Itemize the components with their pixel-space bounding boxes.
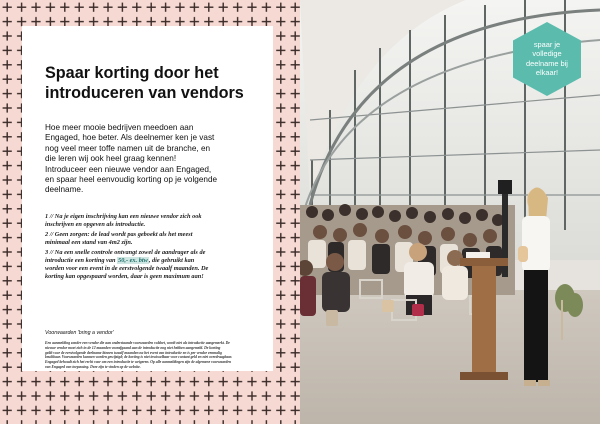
intro-line: deelname. bbox=[45, 185, 84, 195]
step-2 bbox=[45, 231, 273, 247]
badge-line: elkaar! bbox=[535, 68, 559, 78]
terms-text bbox=[45, 341, 273, 370]
step-text: 1 // Na je eigen inschrijving kan een nieuwe vendor zich ook bbox=[45, 213, 202, 220]
intro-paragraph bbox=[45, 123, 273, 196]
step-text: korting kan opgespaard worden, daar is geen maximum aan! bbox=[45, 273, 204, 281]
badge-line: spaar je bbox=[533, 40, 561, 49]
title-line-2: introduceren van vendors bbox=[45, 84, 244, 102]
step-text: 3 // Na een snelle controle ontvangt zowel de aandrager als de bbox=[45, 248, 206, 256]
intro-line: en spaar heel eenvoudig korting op je volgende bbox=[45, 175, 218, 185]
step-3 bbox=[45, 249, 273, 282]
intro-line: nog veel meer toffe namen uit de branche, en bbox=[45, 143, 211, 153]
intro-line: Introduceer een nieuwe vendor aan Engaged, bbox=[45, 164, 212, 174]
badge-text bbox=[513, 40, 581, 78]
title-line-1: Spaar korting door het bbox=[45, 64, 219, 82]
terms-line: van Engaged van toepassing. Deze zijn te vinden op de website. bbox=[45, 364, 141, 369]
intro-line: die leren wij ook heel graag kennen! bbox=[45, 154, 177, 164]
terms-line: Een aanmelding zonder een vendor die aan onderstaande voorwaarden voldoet, wordt niet als introductie aangemerkt. De bbox=[45, 341, 230, 345]
step-text: worden voor een event in de eerstvolgende twaalf maanden. De bbox=[45, 265, 209, 273]
terms-heading: Voorwaarden 'bring a vendor' bbox=[45, 330, 114, 336]
badge-line: volledige bbox=[532, 49, 562, 59]
terms-line: Engaged behoudt zich het recht voor om een introductie te weigeren. Op alle aanmeldingen zijn de algemene voorwaarden bbox=[45, 360, 232, 365]
step-text: 2 // Geen zorgen: de lead wordt pas geboekt als het meest bbox=[45, 230, 193, 238]
step-text: , die gebruikt kan bbox=[148, 257, 195, 265]
steps-list bbox=[45, 213, 273, 283]
page-title bbox=[45, 63, 275, 103]
step-1 bbox=[45, 213, 273, 229]
terms-line: bruikbaar. Voorwaarden kunnen worden gewijzigd; de korting is niet inwisselbaar voor contant geld en niet overdraagbaar. bbox=[45, 355, 233, 360]
step-text: minimaal een stand van 4m2 zijn. bbox=[45, 239, 133, 247]
badge-line: deelname bij bbox=[526, 58, 568, 68]
intro-line: Hoe meer mooie bedrijven meedoen aan bbox=[45, 123, 194, 132]
terms-line: nieuwe vendor moet zich in de 12 maanden voorafgaand aan de introductie nog niet hebben aangemeld. De korting bbox=[45, 345, 221, 350]
step-text: inschrijven en opgeven als introductie. bbox=[45, 221, 146, 229]
discount-amount: 50,- ex. btw bbox=[118, 257, 148, 265]
intro-line: Engaged, hoe beter. Als deelnemer ken je vast bbox=[45, 133, 215, 143]
step-text: introductie een korting van bbox=[45, 257, 118, 265]
terms-line: geldt voor de eerstvolgende deelname binnen twaalf maanden na het event van introductie en is per vendor eenmalig bbox=[45, 350, 222, 355]
